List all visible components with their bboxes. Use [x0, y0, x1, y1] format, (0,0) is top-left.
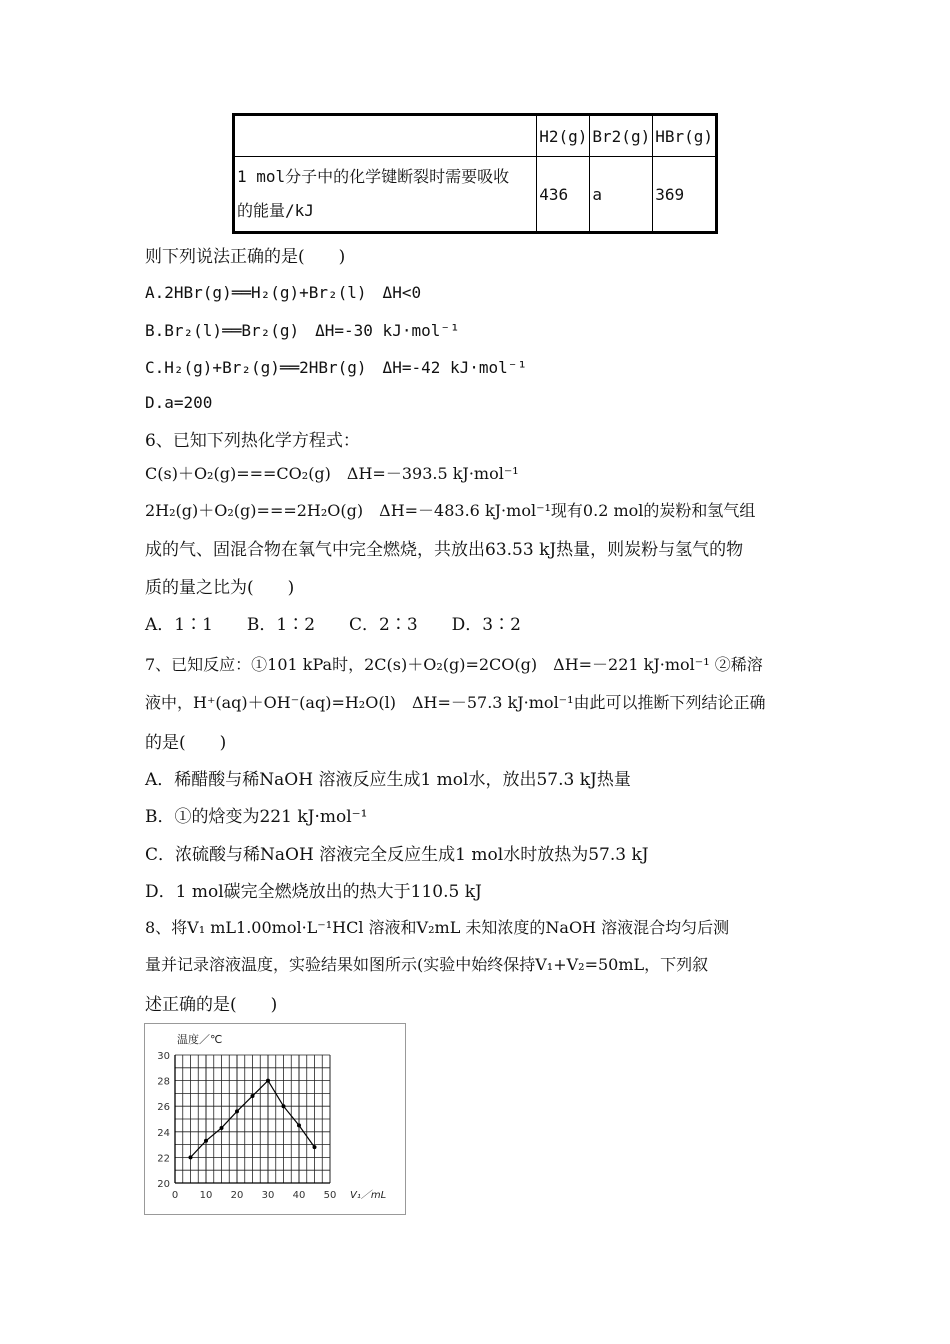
table-cell-hbr: 369 — [653, 157, 717, 233]
q6-line-4: 质的量之比为( ) — [145, 578, 295, 598]
y-tick-label: 30 — [157, 1051, 170, 1062]
q7-option-d: D．1 mol碳完全燃烧放出的热大于110.5 kJ — [145, 882, 482, 902]
table-cell-br2: a — [590, 157, 653, 233]
q5-option-c: C.H₂(g)+Br₂(g)══2HBr(g) ΔH=-42 kJ·mol⁻¹ — [145, 358, 528, 377]
x-tick-label: 30 — [261, 1190, 275, 1201]
q6-equation-2: 2H₂(g)＋O₂(g)===2H₂O(g) ΔH=－483.6 kJ·mol⁻¹现有0.2 mol的炭粉和氢气组 — [145, 501, 756, 520]
y-axis-title: 温度／℃ — [177, 1033, 223, 1046]
q5-option-b: B.Br₂(l)══Br₂(g) ΔH=-30 kJ·mol⁻¹ — [145, 321, 460, 340]
q6-options: A．1∶1 B．1∶2 C．2∶3 D．3∶2 — [145, 615, 521, 635]
bond-energy-table — [232, 113, 718, 234]
q7-option-a: A．稀醋酸与稀NaOH 溶液反应生成1 mol水，放出57.3 kJ热量 — [145, 770, 631, 790]
table-header-empty — [234, 115, 537, 157]
q8-line-2: 量并记录溶液温度，实验结果如图所示(实验中始终保持V₁+V₂=50mL，下列叙 — [145, 955, 709, 974]
q7-line-3: 的是( ) — [145, 733, 227, 753]
q7-option-b: B．①的焓变为221 kJ·mol⁻¹ — [145, 807, 368, 827]
table-cell-h2: 436 — [537, 157, 590, 233]
y-tick-label: 26 — [157, 1102, 170, 1114]
q7-line-1: 7、已知反应：①101 kPa时，2C(s)＋O₂(g)=2CO(g) ΔH=－221 kJ·mol⁻¹ ②稀溶 — [145, 655, 763, 674]
x-axis-title: V₁／mL — [350, 1190, 387, 1201]
x-tick-label: 50 — [323, 1190, 337, 1201]
data-point — [297, 1123, 301, 1127]
q6-equation-1: C(s)＋O₂(g)===CO₂(g) ΔH=－393.5 kJ·mol⁻¹ — [145, 464, 519, 483]
temperature-chart — [144, 1023, 406, 1215]
table-header-h2: H2(g) — [537, 115, 590, 157]
q6-line-3: 成的气、固混合物在氧气中完全燃烧，共放出63.53 kJ热量，则炭粉与氢气的物 — [145, 540, 744, 560]
data-point — [235, 1109, 239, 1113]
data-point — [282, 1104, 286, 1108]
table-header-hbr: HBr(g) — [653, 115, 717, 157]
y-tick-label: 28 — [157, 1076, 170, 1088]
y-tick-label: 22 — [157, 1153, 170, 1165]
x-tick-label: 40 — [292, 1190, 306, 1201]
table-row-label — [234, 157, 537, 233]
q5-option-d: D.a=200 — [145, 393, 213, 412]
data-point — [189, 1155, 193, 1159]
row-label-line-1: 1 mol分子中的化学键断裂时需要吸收 — [237, 167, 510, 186]
row-label-line-2: 的能量/kJ — [237, 201, 314, 220]
chart-svg — [145, 1024, 405, 1214]
x-tick-label: 20 — [230, 1190, 244, 1201]
q5-stem: 则下列说法正确的是( ) — [145, 247, 346, 267]
q7-line-2: 液中，H⁺(aq)＋OH⁻(aq)=H₂O(l) ΔH=－57.3 kJ·mol⁻¹由此可以推断下列结论正确 — [145, 693, 766, 712]
y-tick-label: 24 — [157, 1127, 170, 1139]
q5-option-a: A.2HBr(g)══H₂(g)+Br₂(l) ΔH<0 — [145, 283, 422, 302]
data-point — [220, 1126, 224, 1130]
data-point — [251, 1094, 255, 1098]
data-point — [204, 1139, 208, 1143]
q7-option-c: C．浓硫酸与稀NaOH 溶液完全反应生成1 mol水时放热为57.3 kJ — [145, 845, 649, 865]
q8-line-1: 8、将V₁ mL1.00mol·L⁻¹HCl 溶液和V₂mL 未知浓度的NaOH 溶液混合均匀后测 — [145, 918, 730, 937]
y-tick-label: 20 — [157, 1179, 170, 1190]
data-point — [313, 1145, 317, 1149]
x-tick-label: 0 — [171, 1190, 179, 1201]
x-tick-label: 10 — [199, 1190, 213, 1201]
data-point — [266, 1079, 270, 1083]
q6-stem: 6、已知下列热化学方程式： — [145, 431, 360, 451]
q8-line-3: 述正确的是( ) — [145, 995, 278, 1015]
table-header-br2: Br2(g) — [590, 115, 653, 157]
